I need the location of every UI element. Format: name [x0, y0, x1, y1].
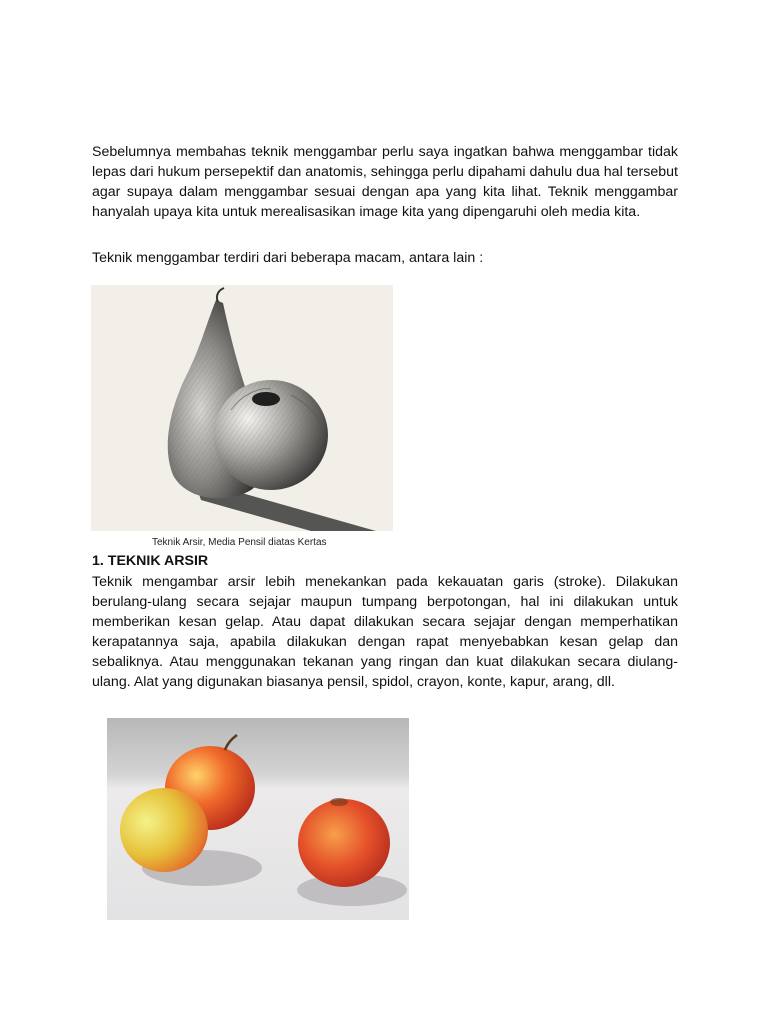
sketch-caption: Teknik Arsir, Media Pensil diatas Kertas	[152, 537, 327, 548]
list-intro-paragraph: Teknik menggambar terdiri dari beberapa macam, antara lain :	[92, 250, 484, 266]
intro-paragraph: Sebelumnya membahas teknik menggambar perlu saya ingatkan bahwa menggambar tidak lepas dari hukum persepektif dan anatomis, sehingga perlu dipahami dahulu dua hal tersebut agar supaya dalam menggambar sesuai dengan apa yang kita lihat. Teknik menggambar hanyalah upaya kita untuk merealisasikan image kita yang dipengaruhi oleh media kita.	[92, 144, 678, 220]
pencil-sketch-image	[91, 285, 393, 531]
section-heading-arsir: 1. TEKNIK ARSIR	[92, 553, 209, 569]
arsir-paragraph: Teknik mengambar arsir lebih menekankan pada kekauatan garis (stroke). Dilakukan berulang-ulang secara sejajar maupun tumpang berpotongan, hal ini dilakukan untuk memberikan kesan gelap. Atau dapat dilakukan secara sejajar dengan memperhatikan kerapatannya saja, apabila dilakukan dengan rapat menyebabkan kesan gelap dan sebaliknya. Atau menggunakan tekanan yang ringan dan kuat dilakukan secara diulang-ulang. Alat yang digunakan biasanya pensil, spidol, crayon, konte, kapur, arang, dll.	[92, 574, 678, 690]
colored-pencil-apples-image	[107, 718, 409, 920]
